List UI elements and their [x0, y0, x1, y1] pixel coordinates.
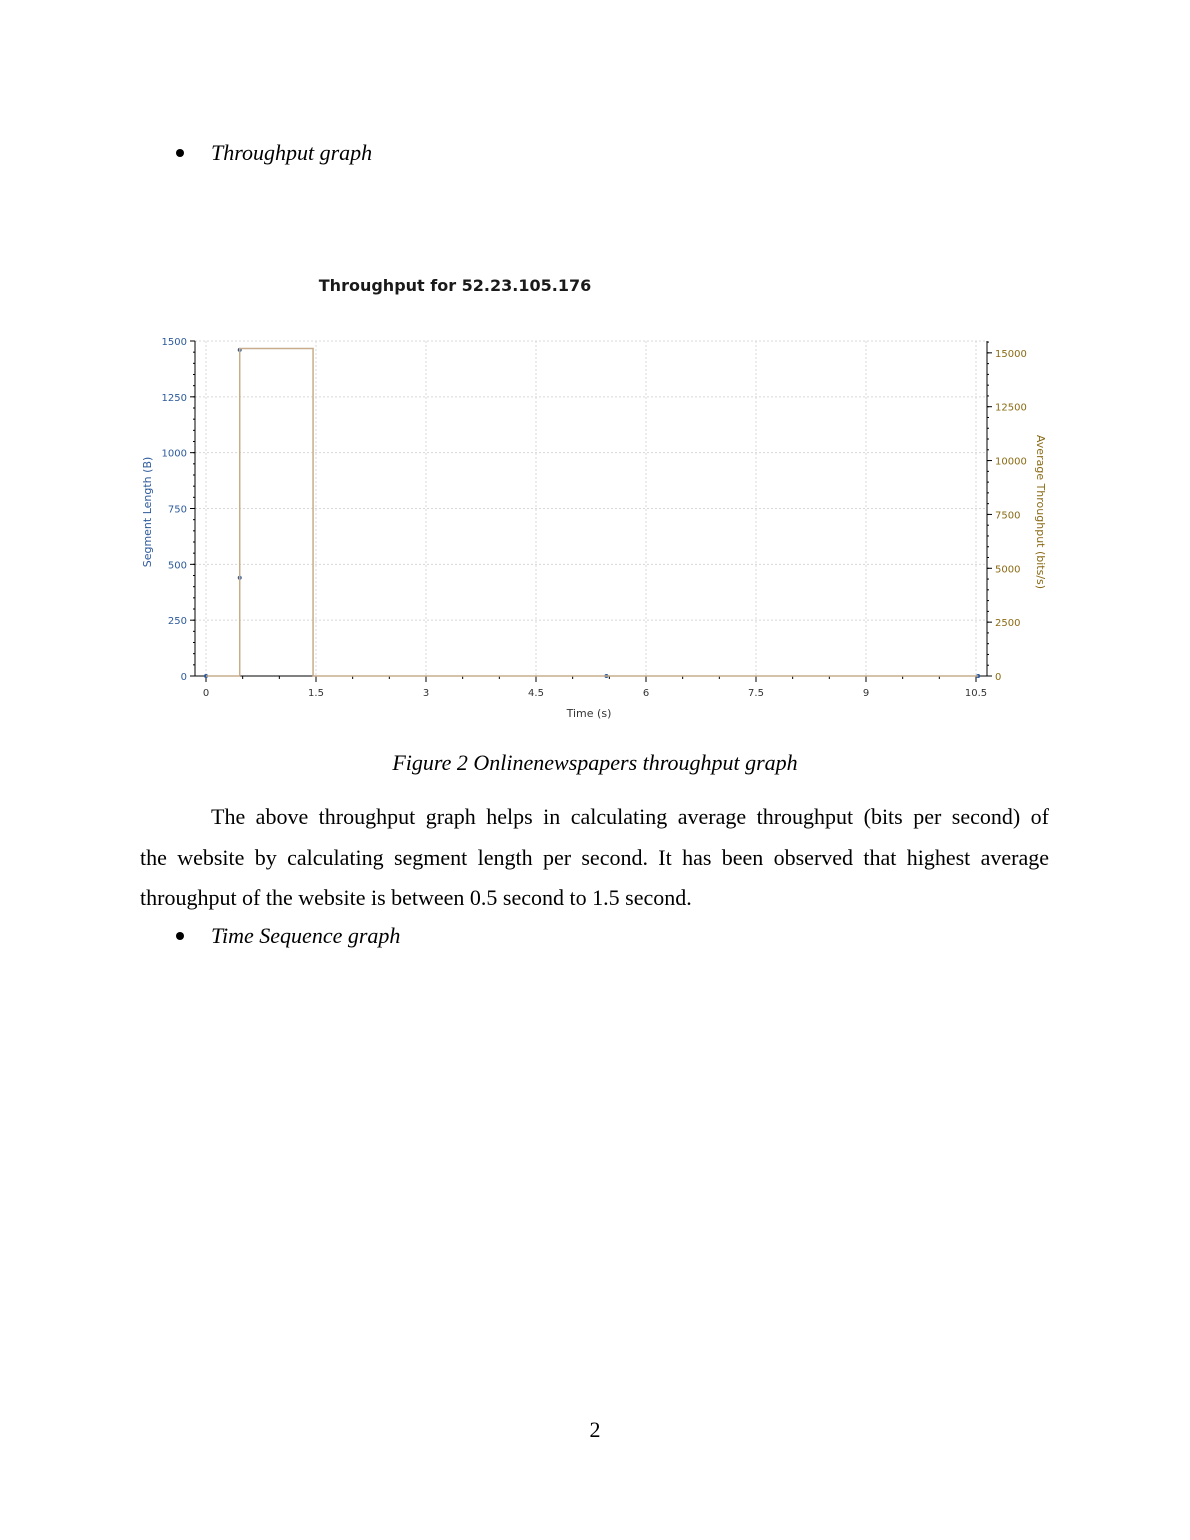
right-axis-label: Average Throughput (bits/s)	[1034, 434, 1047, 590]
x-tick-label: 7.5	[748, 688, 764, 699]
left-y-tick-label: 1250	[161, 392, 187, 404]
left-y-tick-label: 250	[167, 616, 187, 628]
right-y-tick-label: 0	[995, 672, 1002, 683]
x-tick-label: 0	[202, 688, 210, 699]
bullet-icon	[176, 149, 184, 157]
paragraph-line: the website by calculating segment length per second. It has been observed that highest average	[140, 844, 1049, 870]
chart-axes	[162, 337, 1027, 699]
x-tick-label: 9	[862, 688, 870, 699]
figure-caption: Figure 2 Onlinenewspapers throughput graph	[392, 750, 798, 775]
chart-svg	[130, 268, 1070, 728]
right-y-tick-label: 15000	[995, 348, 1027, 360]
throughput-chart	[130, 268, 1070, 728]
left-y-tick-label: 500	[167, 560, 187, 572]
x-tick-label: 3	[422, 688, 430, 699]
left-y-tick-label: 1000	[161, 448, 187, 460]
body-paragraph	[140, 797, 1049, 919]
bullet-text: Time Sequence graph	[211, 923, 401, 948]
chart-title: Throughput for 52.23.105.176	[318, 276, 592, 295]
bullet-item-throughput	[0, 140, 1190, 170]
x-tick-label: 6	[642, 688, 650, 699]
chart-series	[204, 348, 980, 678]
x-axis-label: Time (s)	[566, 707, 612, 720]
left-y-tick-label: 0	[180, 672, 187, 683]
paragraph-line: throughput of the website is between 0.5 second to 1.5 second.	[140, 885, 692, 910]
right-y-tick-label: 5000	[995, 564, 1021, 576]
right-y-tick-label: 7500	[995, 510, 1021, 522]
left-y-tick-label: 750	[167, 504, 187, 516]
left-axis-label: Segment Length (B)	[141, 456, 154, 568]
bullet-icon	[176, 932, 184, 940]
bullet-text: Throughput graph	[211, 140, 373, 165]
x-tick-label: 4.5	[528, 688, 544, 699]
left-y-tick-label: 1500	[161, 337, 187, 348]
x-tick-label: 10.5	[964, 688, 988, 699]
paragraph-line: The above throughput graph helps in calculating average throughput (bits per second) of	[211, 804, 1049, 829]
right-y-tick-label: 2500	[995, 618, 1021, 630]
x-tick-label: 1.5	[308, 688, 324, 699]
right-y-tick-label: 12500	[995, 402, 1027, 414]
right-y-tick-label: 10000	[995, 456, 1027, 468]
throughput-line	[206, 349, 978, 676]
bullet-item-time-sequence	[0, 923, 1190, 953]
page-number: 2	[589, 1417, 601, 1442]
